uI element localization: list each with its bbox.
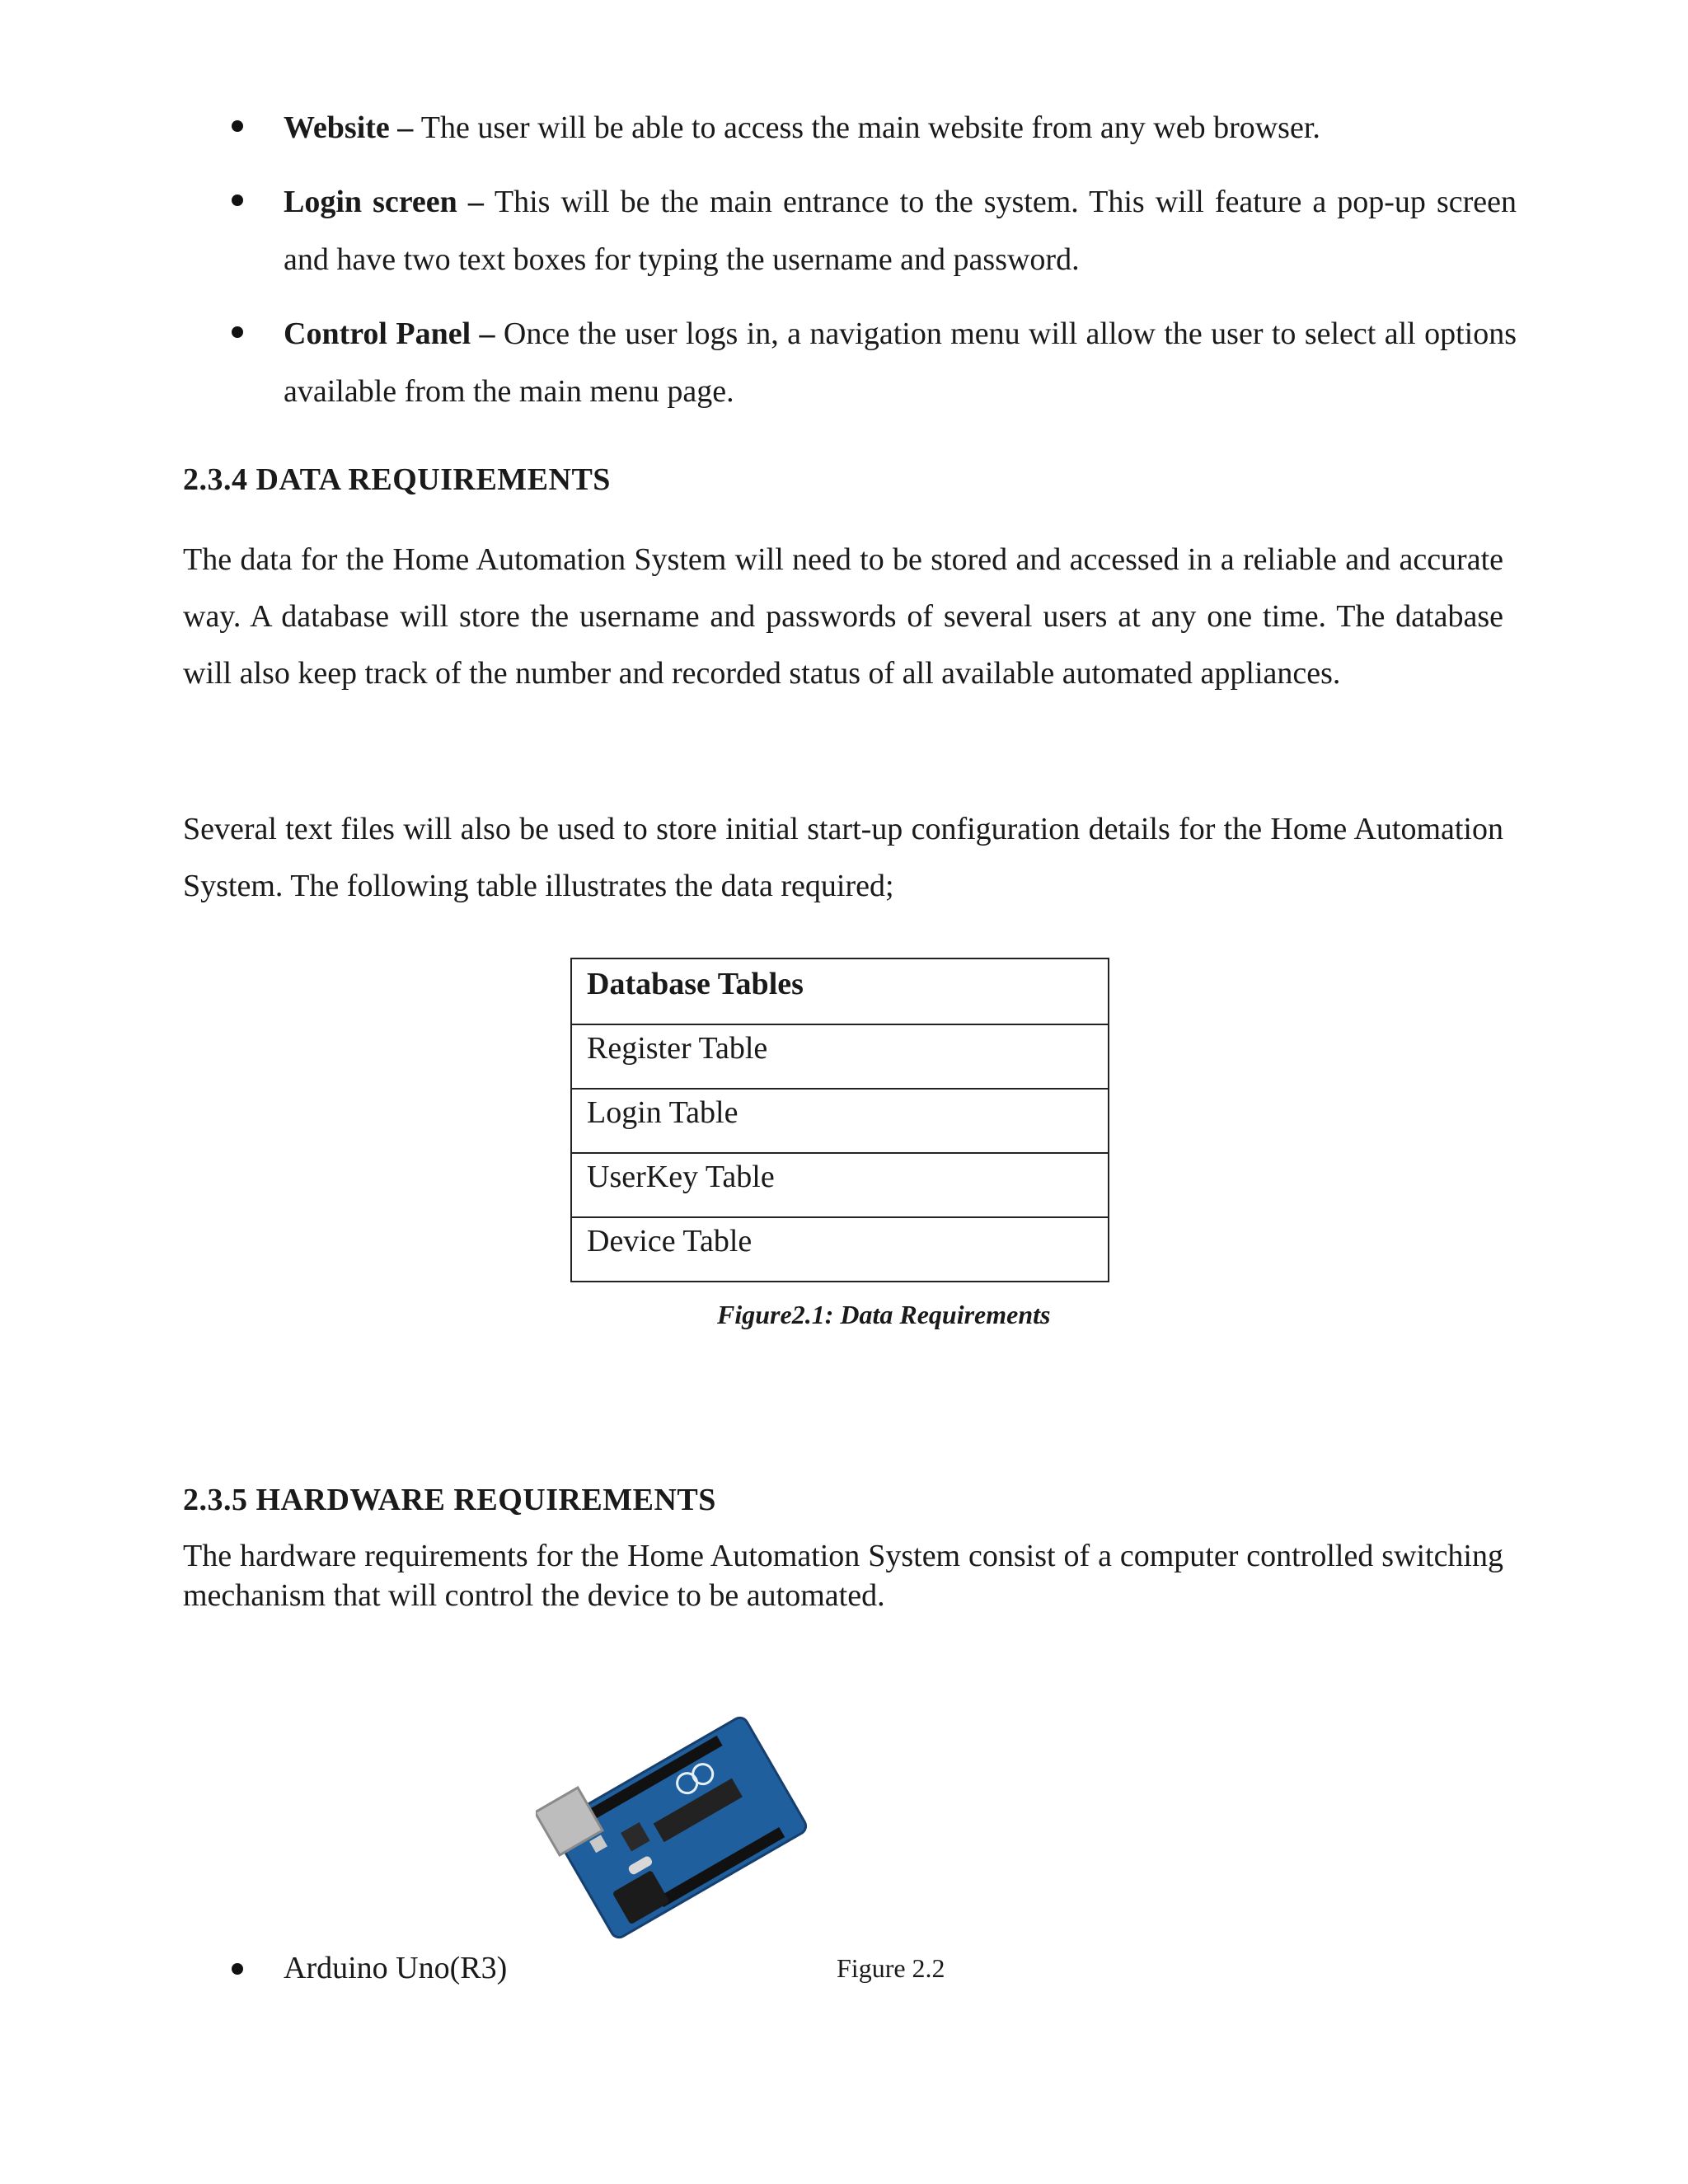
bullet-icon — [232, 1963, 243, 1975]
hardware-paragraph: The hardware requirements for the Home Automation System consist of a computer controlled switching mechanism that will control the device to be automated. — [183, 1539, 1503, 1613]
item-text: The user will be able to access the main website from any web browser. — [420, 110, 1320, 145]
item-dash: – — [457, 185, 495, 219]
table-header-cell: Database Tables — [571, 958, 1109, 1024]
table-row — [571, 1089, 1109, 1153]
table-cell: Device Table — [571, 1217, 1109, 1282]
bullet-icon — [232, 120, 243, 132]
table-header-row — [571, 958, 1109, 1024]
item-text: Once the user logs in, a navigation menu will allow the user to select all options available from the main menu page. — [284, 316, 1517, 409]
table-row — [571, 1153, 1109, 1217]
table-cell: Login Table — [571, 1089, 1109, 1153]
item-term: Control Panel — [284, 316, 471, 351]
list-item — [239, 173, 1517, 288]
figure-label: Figure 2.2 — [837, 1953, 945, 1983]
data-paragraph-2: Several text files will also be used to store initial start-up configuration details for the Home Automation System. The following table illustrates the data required; — [183, 812, 1503, 903]
section-heading-data: 2.3.4 DATA REQUIREMENTS — [183, 462, 611, 497]
item-term: Website — [284, 110, 390, 145]
interface-list — [239, 99, 1517, 437]
list-item — [239, 1943, 507, 1993]
bullet-icon — [232, 194, 243, 206]
data-paragraph-1: The data for the Home Automation System will need to be stored and accessed in a reliable and accurate way. A database will store the username and passwords of several users at any one time. The database will also keep track of the number and recorded status of all available automated appliances. — [183, 542, 1503, 691]
item-term: Login screen — [284, 185, 457, 219]
figure-caption: Figure2.1: Data Requirements — [717, 1300, 1051, 1329]
item-text: This will be the main entrance to the system. This will feature a pop-up screen and have two text boxes for typing the username and password. — [284, 185, 1517, 277]
item-dash: – — [471, 316, 504, 351]
section-heading-hardware: 2.3.5 HARDWARE REQUIREMENTS — [183, 1483, 716, 1517]
bullet-icon — [232, 326, 243, 338]
arduino-board-image — [536, 1706, 816, 1945]
list-item — [239, 99, 1517, 157]
table-row — [571, 1217, 1109, 1282]
list-item — [239, 305, 1517, 420]
table-cell: UserKey Table — [571, 1153, 1109, 1217]
table-cell: Register Table — [571, 1024, 1109, 1089]
hardware-item-label: Arduino Uno(R3) — [284, 1951, 508, 1985]
database-tables-table — [570, 958, 1109, 1282]
table-row — [571, 1024, 1109, 1089]
item-dash: – — [389, 110, 421, 145]
